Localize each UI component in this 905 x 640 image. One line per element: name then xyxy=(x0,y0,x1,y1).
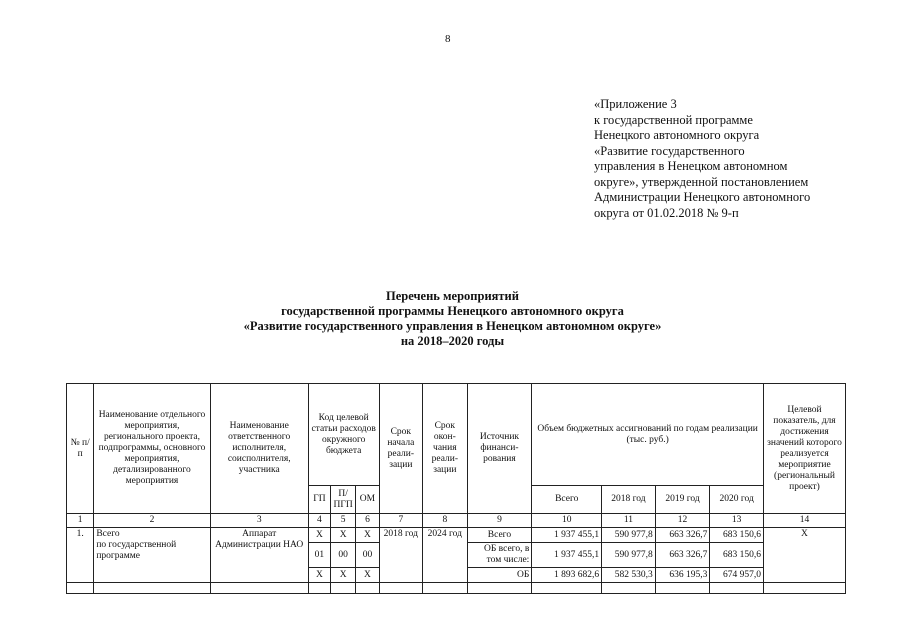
table-row-cutoff xyxy=(67,583,846,594)
cell-total: 1 893 682,6 xyxy=(532,568,602,583)
row-num: 1. xyxy=(67,528,94,583)
cell-2018: 590 977,8 xyxy=(602,528,656,543)
column-number: 14 xyxy=(763,514,845,528)
column-number: 11 xyxy=(602,514,656,528)
cell-gp: X xyxy=(308,568,330,583)
cell-2019: 663 326,7 xyxy=(655,543,710,568)
column-number: 4 xyxy=(308,514,330,528)
header-code-gp: ГП xyxy=(308,486,330,514)
cell-gp: 01 xyxy=(308,543,330,568)
appendix-line: Администрации Ненецкого автономного xyxy=(594,190,811,204)
column-number: 6 xyxy=(356,514,379,528)
title-line: государственной программы Ненецкого автономного округа xyxy=(281,304,624,318)
title-line: «Развитие государственного управления в Ненецком автономном округе» xyxy=(243,319,662,333)
appendix-line: «Развитие государственного xyxy=(594,143,745,158)
empty-cell xyxy=(379,583,423,594)
cell-2019: 663 326,7 xyxy=(655,528,710,543)
empty-cell xyxy=(67,583,94,594)
cell-total: 1 937 455,1 xyxy=(532,528,602,543)
appendix-line: «Приложение 3 xyxy=(594,97,677,111)
header-2020: 2020 год xyxy=(710,486,764,514)
row-start: 2018 год xyxy=(379,528,423,583)
empty-cell xyxy=(331,583,356,594)
appendix-line: управления в Ненецком автономном xyxy=(594,159,788,173)
cell-2020: 683 150,6 xyxy=(710,528,764,543)
header-code-pgp: П/ ПГП xyxy=(331,486,356,514)
column-number: 10 xyxy=(532,514,602,528)
table-row xyxy=(67,528,846,543)
column-number: 3 xyxy=(210,514,308,528)
header-source: Источник финанси-рования xyxy=(467,384,532,514)
empty-cell xyxy=(94,583,210,594)
cell-pgp: 00 xyxy=(331,543,356,568)
title-line: на 2018–2020 годы xyxy=(400,334,505,348)
empty-cell xyxy=(532,583,602,594)
title-line: Перечень мероприятий xyxy=(386,289,519,303)
header-2018: 2018 год xyxy=(602,486,656,514)
appendix-note xyxy=(594,97,864,221)
column-number: 5 xyxy=(331,514,356,528)
empty-cell xyxy=(356,583,379,594)
empty-cell xyxy=(210,583,308,594)
header-num: № п/п xyxy=(67,384,94,514)
row-target: X xyxy=(763,528,845,583)
cell-gp: X xyxy=(308,528,330,543)
cell-pgp: X xyxy=(331,528,356,543)
empty-cell xyxy=(423,583,468,594)
document-title xyxy=(90,289,815,349)
column-number: 8 xyxy=(423,514,468,528)
header-2019: 2019 год xyxy=(655,486,710,514)
header-total: Всего xyxy=(532,486,602,514)
row-end: 2024 год xyxy=(423,528,468,583)
appendix-line: округа от 01.02.2018 № 9-п xyxy=(594,205,739,220)
cell-pgp: X xyxy=(331,568,356,583)
header-name: Наименование отдельного мероприятия, регионального проекта, подпрограммы, основного мероприятия, детализированного мероприятия xyxy=(94,384,210,514)
page-number: 8 xyxy=(445,33,451,45)
appendix-line: Ненецкого автономного округа xyxy=(594,128,760,142)
empty-cell xyxy=(710,583,764,594)
measures-table xyxy=(66,383,846,594)
column-number: 1 xyxy=(67,514,94,528)
row-executor-line: Аппарат xyxy=(242,529,277,539)
row-executor xyxy=(210,528,308,583)
header-target: Целевой показатель, для достижения значений которого реализуется мероприятие (региональный проект) xyxy=(763,384,845,514)
cell-source: ОБ всего, в том числе: xyxy=(467,543,532,568)
empty-cell xyxy=(763,583,845,594)
row-name-line: по государственной программе xyxy=(96,540,177,561)
empty-cell xyxy=(467,583,532,594)
cell-total: 1 937 455,1 xyxy=(532,543,602,568)
header-code: Код целевой статьи расходов окружного бюджета xyxy=(308,384,379,486)
appendix-line: округе», утвержденной постановлением xyxy=(594,174,809,189)
header-end: Срок окон-чания реали-зации xyxy=(423,384,468,514)
appendix-line: к государственной программе xyxy=(594,112,753,127)
header-executor: Наименование ответственного исполнителя, соисполнителя, участника xyxy=(210,384,308,514)
cell-2018: 590 977,8 xyxy=(602,543,656,568)
cell-source: Всего xyxy=(467,528,532,543)
cell-om: 00 xyxy=(356,543,379,568)
header-start: Срок начала реали-зации xyxy=(379,384,423,514)
cell-2020: 674 957,0 xyxy=(710,568,764,583)
cell-om: X xyxy=(356,528,379,543)
cell-2019: 636 195,3 xyxy=(655,568,710,583)
empty-cell xyxy=(602,583,656,594)
cell-2020: 683 150,6 xyxy=(710,543,764,568)
column-number: 9 xyxy=(467,514,532,528)
column-number: 12 xyxy=(655,514,710,528)
column-number: 7 xyxy=(379,514,423,528)
cell-om: X xyxy=(356,568,379,583)
empty-cell xyxy=(308,583,330,594)
cell-source: ОБ xyxy=(467,568,532,583)
row-name-line: Всего xyxy=(96,529,120,539)
row-executor-line: Администрации НАО xyxy=(215,540,304,550)
header-volume: Объем бюджетных ассигнований по годам реализации (тыс. руб.) xyxy=(532,384,764,486)
cell-2018: 582 530,3 xyxy=(602,568,656,583)
row-name xyxy=(94,528,210,583)
column-number: 2 xyxy=(94,514,210,528)
empty-cell xyxy=(655,583,710,594)
column-number: 13 xyxy=(710,514,764,528)
header-code-om: ОМ xyxy=(356,486,379,514)
